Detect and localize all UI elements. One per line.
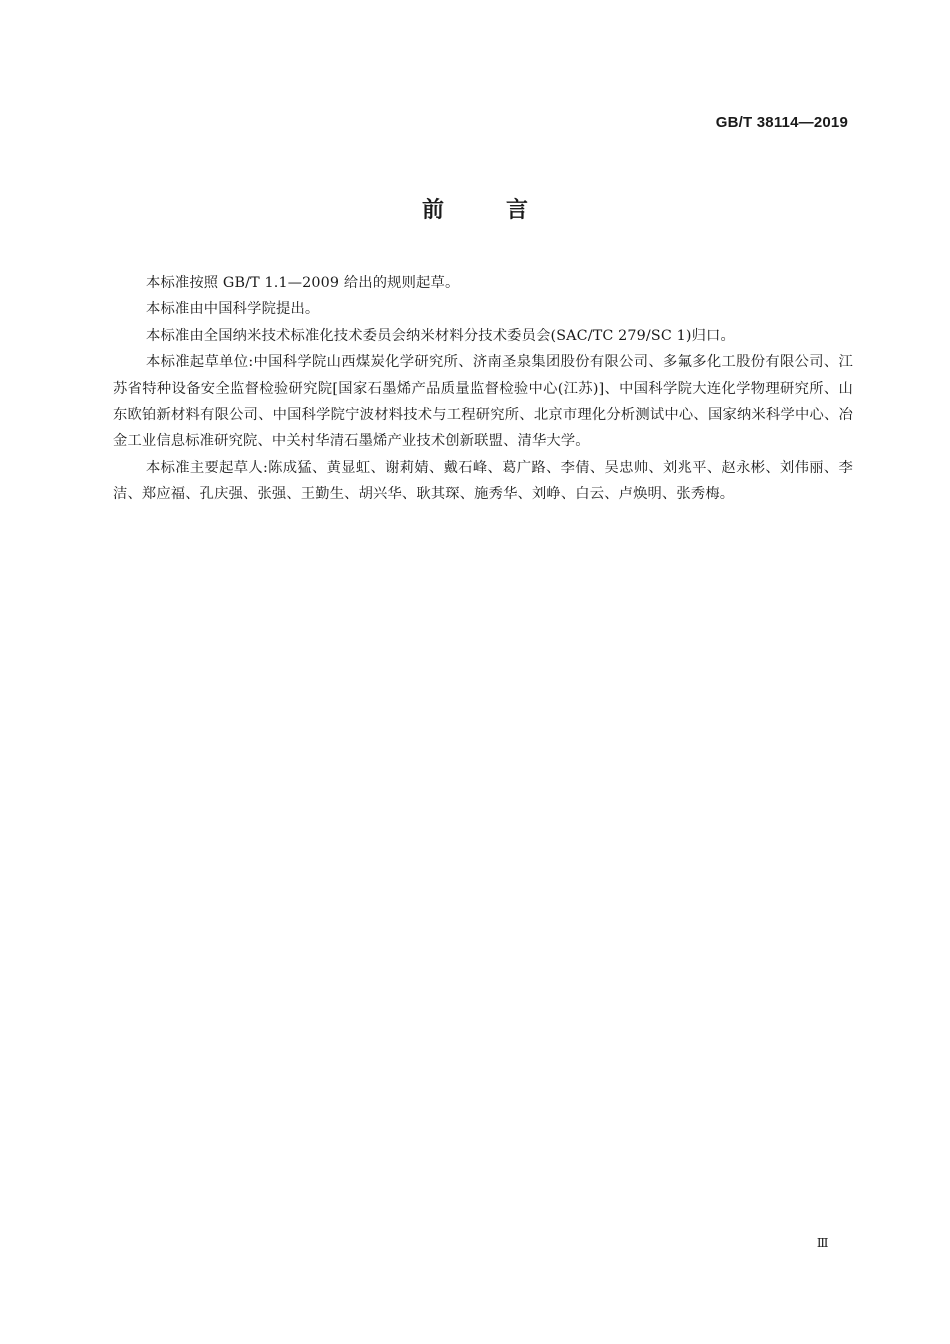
paragraph-proposer: 本标准由中国科学院提出。 bbox=[146, 301, 320, 318]
foreword-body bbox=[113, 270, 853, 508]
standard-code: GB/T 38114—2019 bbox=[715, 114, 848, 131]
paragraph-drafting-rules: 本标准按照 GB/T 1.1—2009 给出的规则起草。 bbox=[146, 275, 460, 291]
paragraph-drafting-units: 本标准起草单位:中国科学院山西煤炭化学研究所、济南圣泉集团股份有限公司、多氟多化工股份有限公司、江苏省特种设备安全监督检验研究院[国家石墨烯产品质量监督检验中心(江苏)]、中国科学院大连化学物理研究所、山东欧铂新材料有限公司、中国科学院宁波材料技术与工程研究所、北京市理化分析测试中心、国家纳米科学中心、冶金工业信息标准研究院、中关村华清石墨烯产业技术创新联盟、清华大学。 bbox=[113, 354, 853, 450]
paragraph-administration: 本标准由全国纳米技术标准化技术委员会纳米材料分技术委员会(SAC/TC 279/SC 1)归口。 bbox=[146, 327, 735, 344]
page-title: 前言 bbox=[421, 198, 590, 223]
page-number: Ⅲ bbox=[816, 1236, 828, 1250]
paragraph-drafters: 本标准主要起草人:陈成猛、黄显虹、谢莉婧、戴石峰、葛广路、李倩、吴忠帅、刘兆平、赵永彬、刘伟丽、李洁、郑应福、孔庆强、张强、王勤生、胡兴华、耿其琛、施秀华、刘峥、白云、卢焕明、张秀梅。 bbox=[113, 459, 853, 503]
